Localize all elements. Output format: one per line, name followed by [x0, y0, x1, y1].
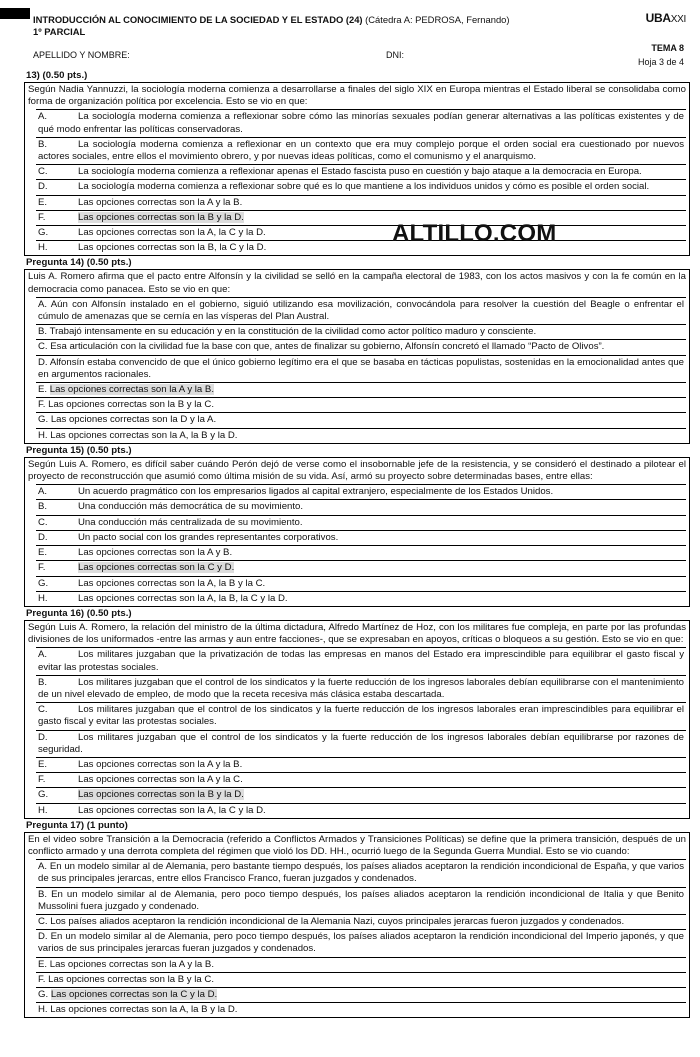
option-letter: F.: [38, 211, 46, 223]
tema-label: TEMA 8: [651, 43, 684, 53]
option-text: Alfonsín estaba convencido de que el único gobierno legítimo era el que se basaba en tácticas populistas, sostenidas en la emocionalidad antes que en argumentos racionales.: [38, 356, 684, 380]
options-list: [36, 297, 686, 443]
option-letter: A.: [38, 649, 48, 661]
option-text: Las opciones correctas son la A, la B y la D.: [50, 1004, 238, 1016]
option-text: La sociología moderna comienza a reflexionar en un contexto que era muy complejo porque el orden social era cuestionado por nuevos actores sociales, entre ellos el movimiento obrero, y por nuevas ideas políticas, como el comunismo y el anarquismo.: [38, 138, 684, 163]
question-label: 13) (0.50 pts.): [26, 70, 88, 81]
option-b: [36, 138, 686, 165]
option-f: [36, 973, 686, 988]
option-e: [36, 546, 686, 561]
question-label: Pregunta 16) (0.50 pts.): [26, 607, 132, 619]
option-text: Una conducción más democrática de su movimiento.: [78, 501, 304, 513]
option-letter: C.: [38, 166, 48, 178]
option-b: [36, 500, 686, 515]
option-letter: A.: [38, 486, 48, 498]
option-letter: G.: [38, 789, 49, 801]
option-g: [36, 413, 686, 428]
dni-label: DNI:: [386, 50, 404, 60]
option-a: [36, 110, 686, 137]
option-text: Los países aliados aceptaron la rendición incondicional de la Alemania Nazi, cuyos principales jerarcas fueron juzgados y condenados.: [50, 915, 625, 927]
option-letter: E.: [38, 958, 48, 970]
option-text: Las opciones correctas son la B y la C.: [48, 973, 214, 985]
option-letter: D.: [38, 731, 48, 743]
question-box: [24, 82, 690, 256]
name-label: APELLIDO Y NOMBRE:: [33, 50, 130, 60]
option-text: Los militares juzgaban que el control de los sindicatos y la fuerte reducción de los ingresos laborales debían equilibrarse con el mantenimiento de un nivel elevado de empleo, de modo que la receta recesiva más clásica estaba descartada.: [38, 676, 684, 700]
option-g: [36, 988, 686, 1003]
option-letter: B.: [38, 501, 48, 513]
question-text: En el video sobre Transición a la Democracia (referido a Conflictos Armados y Transiciones Políticas) se define que la primera transición, después de un conflicto armado y una derrota completa del régimen que violó los DD. HH., ocurrió luego de la Segunda Guerra Mundial. Esto se vio cuando:: [28, 833, 686, 857]
option-h: [36, 241, 686, 255]
option-c: [36, 516, 686, 531]
option-f: [36, 398, 686, 413]
option-letter: G.: [38, 414, 49, 426]
question-label: Pregunta 15) (0.50 pts.): [26, 444, 132, 456]
option-e: [36, 196, 686, 211]
option-letter: E.: [38, 547, 48, 559]
question-label: Pregunta 17) (1 punto): [26, 819, 128, 831]
options-list: [36, 109, 686, 255]
question-text: Según Nadia Yannuzzi, la sociología moderna comienza a desarrollarse a finales del siglo XIX en Europa mientras el Estado liberal se consolidaba como forma de organización política por excelencia. Esto se vio en que:: [28, 84, 686, 108]
option-g: [36, 577, 686, 592]
option-f: [36, 211, 686, 226]
option-h: [36, 592, 686, 606]
option-text: Los militares juzgaban que el control de los sindicatos y la fuerte reducción de los ingresos laborales debían equilibrarse por razones de seguridad.: [38, 731, 684, 755]
questions-container: [24, 69, 690, 1018]
option-d: [36, 731, 686, 758]
option-letter: E.: [38, 758, 48, 770]
option-text: Las opciones correctas son la A y la B.: [49, 384, 215, 396]
option-text: Las opciones correctas son la C y D.: [78, 562, 235, 574]
option-text: Las opciones correctas son la A y B.: [78, 547, 233, 559]
option-letter: C.: [38, 704, 48, 716]
option-letter: G.: [38, 227, 49, 239]
page-number: Hoja 3 de 4: [637, 57, 684, 67]
option-letter: A.: [38, 298, 48, 310]
option-letter: H.: [38, 429, 48, 441]
option-d: [36, 180, 686, 195]
option-text: Las opciones correctas son la B, la C y la D.: [78, 242, 267, 254]
option-text: En un modelo similar al de Alemania, pero poco tiempo después, los países aliados aceptaron la rendición incondicional del Imperio japonés, y que varios de sus principales jerarcas fueran juzgados y condenados.: [38, 931, 684, 955]
option-letter: A.: [38, 111, 48, 123]
option-text: Esa articulación con la civilidad fue la base con que, antes de finalizar su gobierno, Alfonsín concretó el llamado “Pacto de Olivos”.: [50, 341, 605, 353]
option-text: Las opciones correctas son la A, la B y la D.: [50, 429, 238, 441]
option-letter: C.: [38, 341, 48, 353]
option-text: Las opciones correctas son la A y la B.: [49, 958, 215, 970]
option-text: Las opciones correctas son la A, la C y la D.: [78, 804, 266, 816]
options-list: [36, 484, 686, 606]
option-text: Los militares juzgaban que el control de los sindicatos y la fuerte reducción de los ingresos laborales eran imprescindibles para equilibrar el gasto fiscal y evitar las protestas sociales.: [38, 704, 684, 728]
option-h: [36, 1003, 686, 1017]
option-text: Las opciones correctas son la B y la D.: [78, 211, 244, 223]
option-text: Las opciones correctas son la D y la A.: [50, 414, 217, 426]
option-letter: B.: [38, 138, 48, 150]
option-text: Las opciones correctas son la B y la C.: [48, 399, 214, 411]
option-c: [36, 703, 686, 730]
option-letter: D.: [38, 931, 48, 943]
option-letter: F.: [38, 973, 46, 985]
option-letter: B.: [38, 326, 48, 338]
option-letter: F.: [38, 399, 46, 411]
question-text: Luis A. Romero afirma que el pacto entre Alfonsín y la civilidad se selló en la campaña electoral de 1983, con los actos masivos y con la fe común en la democracia como panacea. Esto se vio en que:: [28, 271, 686, 295]
question-text: Según Luis A. Romero, es difícil saber cuándo Perón dejó de verse como el insobornable jefe de la resistencia, y se consideró el destinado a pilotear el proyecto de reconstrucción que asumió como última misión de su vida. Así, armó su proyecto sobre determinadas bases, entre ellas:: [28, 458, 686, 483]
option-letter: H.: [38, 1004, 48, 1016]
question-box: [24, 457, 690, 607]
question-label: Pregunta 14) (0.50 pts.): [26, 257, 132, 269]
option-d: [36, 356, 686, 383]
option-letter: D.: [38, 531, 48, 543]
option-b: [36, 325, 686, 340]
header-black-bar: [0, 8, 30, 19]
option-e: [36, 383, 686, 398]
option-letter: E.: [38, 384, 48, 396]
option-d: [36, 531, 686, 546]
options-list: [36, 859, 686, 1017]
option-b: [36, 676, 686, 703]
option-text: Las opciones correctas son la A, la C y la D.: [78, 227, 266, 239]
option-f: [36, 561, 686, 576]
option-c: [36, 340, 686, 355]
option-b: [36, 888, 686, 915]
option-d: [36, 930, 686, 957]
option-letter: C.: [38, 915, 48, 927]
option-a: [36, 298, 686, 325]
option-text: Las opciones correctas son la B y la D.: [78, 789, 244, 801]
option-text: Las opciones correctas son la C y la D.: [50, 988, 218, 1000]
option-letter: C.: [38, 516, 48, 528]
option-letter: H.: [38, 592, 48, 604]
option-g: [36, 220, 686, 247]
option-text: Un pacto social con los grandes representantes corporativos.: [78, 531, 339, 543]
option-text: Aún con Alfonsín instalado en el gobierno, siguió utilizando esa movilización, convocándola para resolver la cuestión del Beagle o enfrentar el cúmulo de amenazas que se cernía en las vísperas del Plan Austral.: [38, 298, 685, 323]
option-text: Trabajó intensamente en su educación y en la constitución de la civilidad como actor político maduro y consciente.: [49, 326, 537, 338]
option-letter: G.: [38, 577, 49, 589]
option-letter: H.: [38, 804, 48, 816]
option-text: Las opciones correctas son la A y la B.: [78, 758, 243, 770]
option-text: La sociología moderna comienza a reflexionar sobre cómo las minorías sexuales podían generar alternativas a las políticas existentes y de qué modo enfrentar las políticas conservadoras.: [38, 111, 684, 135]
option-c: [36, 915, 686, 930]
option-text: Una conducción más centralizada de su movimiento.: [78, 516, 303, 528]
option-letter: G.: [38, 988, 49, 1000]
option-letter: B.: [38, 888, 48, 900]
option-a: [36, 485, 686, 500]
option-text: Las opciones correctas son la A y la B.: [78, 196, 243, 208]
question-box: [24, 269, 690, 443]
course-title: INTRODUCCIÓN AL CONOCIMIENTO DE LA SOCIEDAD Y EL ESTADO (24) (Cátedra A: PEDROSA, Fernando): [33, 14, 510, 25]
option-text: Las opciones correctas son la A, la B y la C.: [78, 577, 266, 589]
question-box: [24, 620, 690, 819]
option-letter: F.: [38, 774, 46, 786]
option-text: Las opciones correctas son la A, la B, la C y la D.: [78, 592, 288, 604]
option-text: Las opciones correctas son la A y la C.: [78, 774, 243, 786]
option-g: [36, 788, 686, 803]
question-box: [24, 832, 690, 1019]
option-letter: D.: [38, 356, 48, 368]
question-text: Según Luis A. Romero, la relación del ministro de la última dictadura, Alfredo Martínez de Hoz, con los militares fue compleja, en parte por las profundas divisiones de los uniformados -entre las armas y aun entre facciones-, que se expresaban en apoyos, críticas o bloqueos a su gestión. Esto se vio en que:: [28, 621, 686, 646]
option-e: [36, 958, 686, 973]
exam-name: 1º PARCIAL: [33, 26, 86, 37]
option-letter: D.: [38, 181, 48, 193]
options-list: [36, 647, 686, 817]
option-a: [36, 648, 686, 675]
option-letter: A.: [38, 861, 48, 873]
watermark: ALTILLO.COM: [392, 220, 557, 247]
option-c: [36, 165, 686, 180]
option-text: Los militares juzgaban que la privatización de todas las empresas en manos del Estado era imprescindible para equilibrar el gasto fiscal y evitar las protestas sociales.: [38, 649, 684, 673]
option-e: [36, 758, 686, 773]
option-text: Un acuerdo pragmático con los empresarios ligados al capital extranjero, especialmente de los Estados Unidos.: [78, 486, 554, 498]
option-f: [36, 773, 686, 788]
option-a: [36, 860, 686, 887]
uba-xxi-logo: UBAXXI: [645, 11, 686, 25]
option-text: La sociología moderna comienza a reflexionar sobre qué es lo que mantiene a los individuos unidos y cómo es posible el orden social.: [78, 181, 650, 193]
option-letter: E.: [38, 196, 48, 208]
option-text: En un modelo similar al de Alemania, pero poco tiempo después, los países aliados aceptaron la rendición incondicional de Italia y que Benito Mussolini fuera juzgado y condenado.: [38, 888, 684, 912]
option-text: En un modelo similar al de Alemania, pero bastante tiempo después, los países aliados aceptaron la rendición incondicional de España, y que varios de sus principales jerarcas, entre ellos Francisco Franco, fueran juzgados y condenados.: [38, 861, 684, 885]
option-h: [36, 429, 686, 443]
option-text: La sociología moderna comienza a reflexionar apenas el Estado fascista puso en cuestión y bajo ataque a la democracia en Europa.: [78, 166, 642, 178]
option-letter: H.: [38, 242, 48, 254]
option-letter: F.: [38, 562, 46, 574]
option-letter: B.: [38, 676, 48, 688]
option-h: [36, 804, 686, 818]
